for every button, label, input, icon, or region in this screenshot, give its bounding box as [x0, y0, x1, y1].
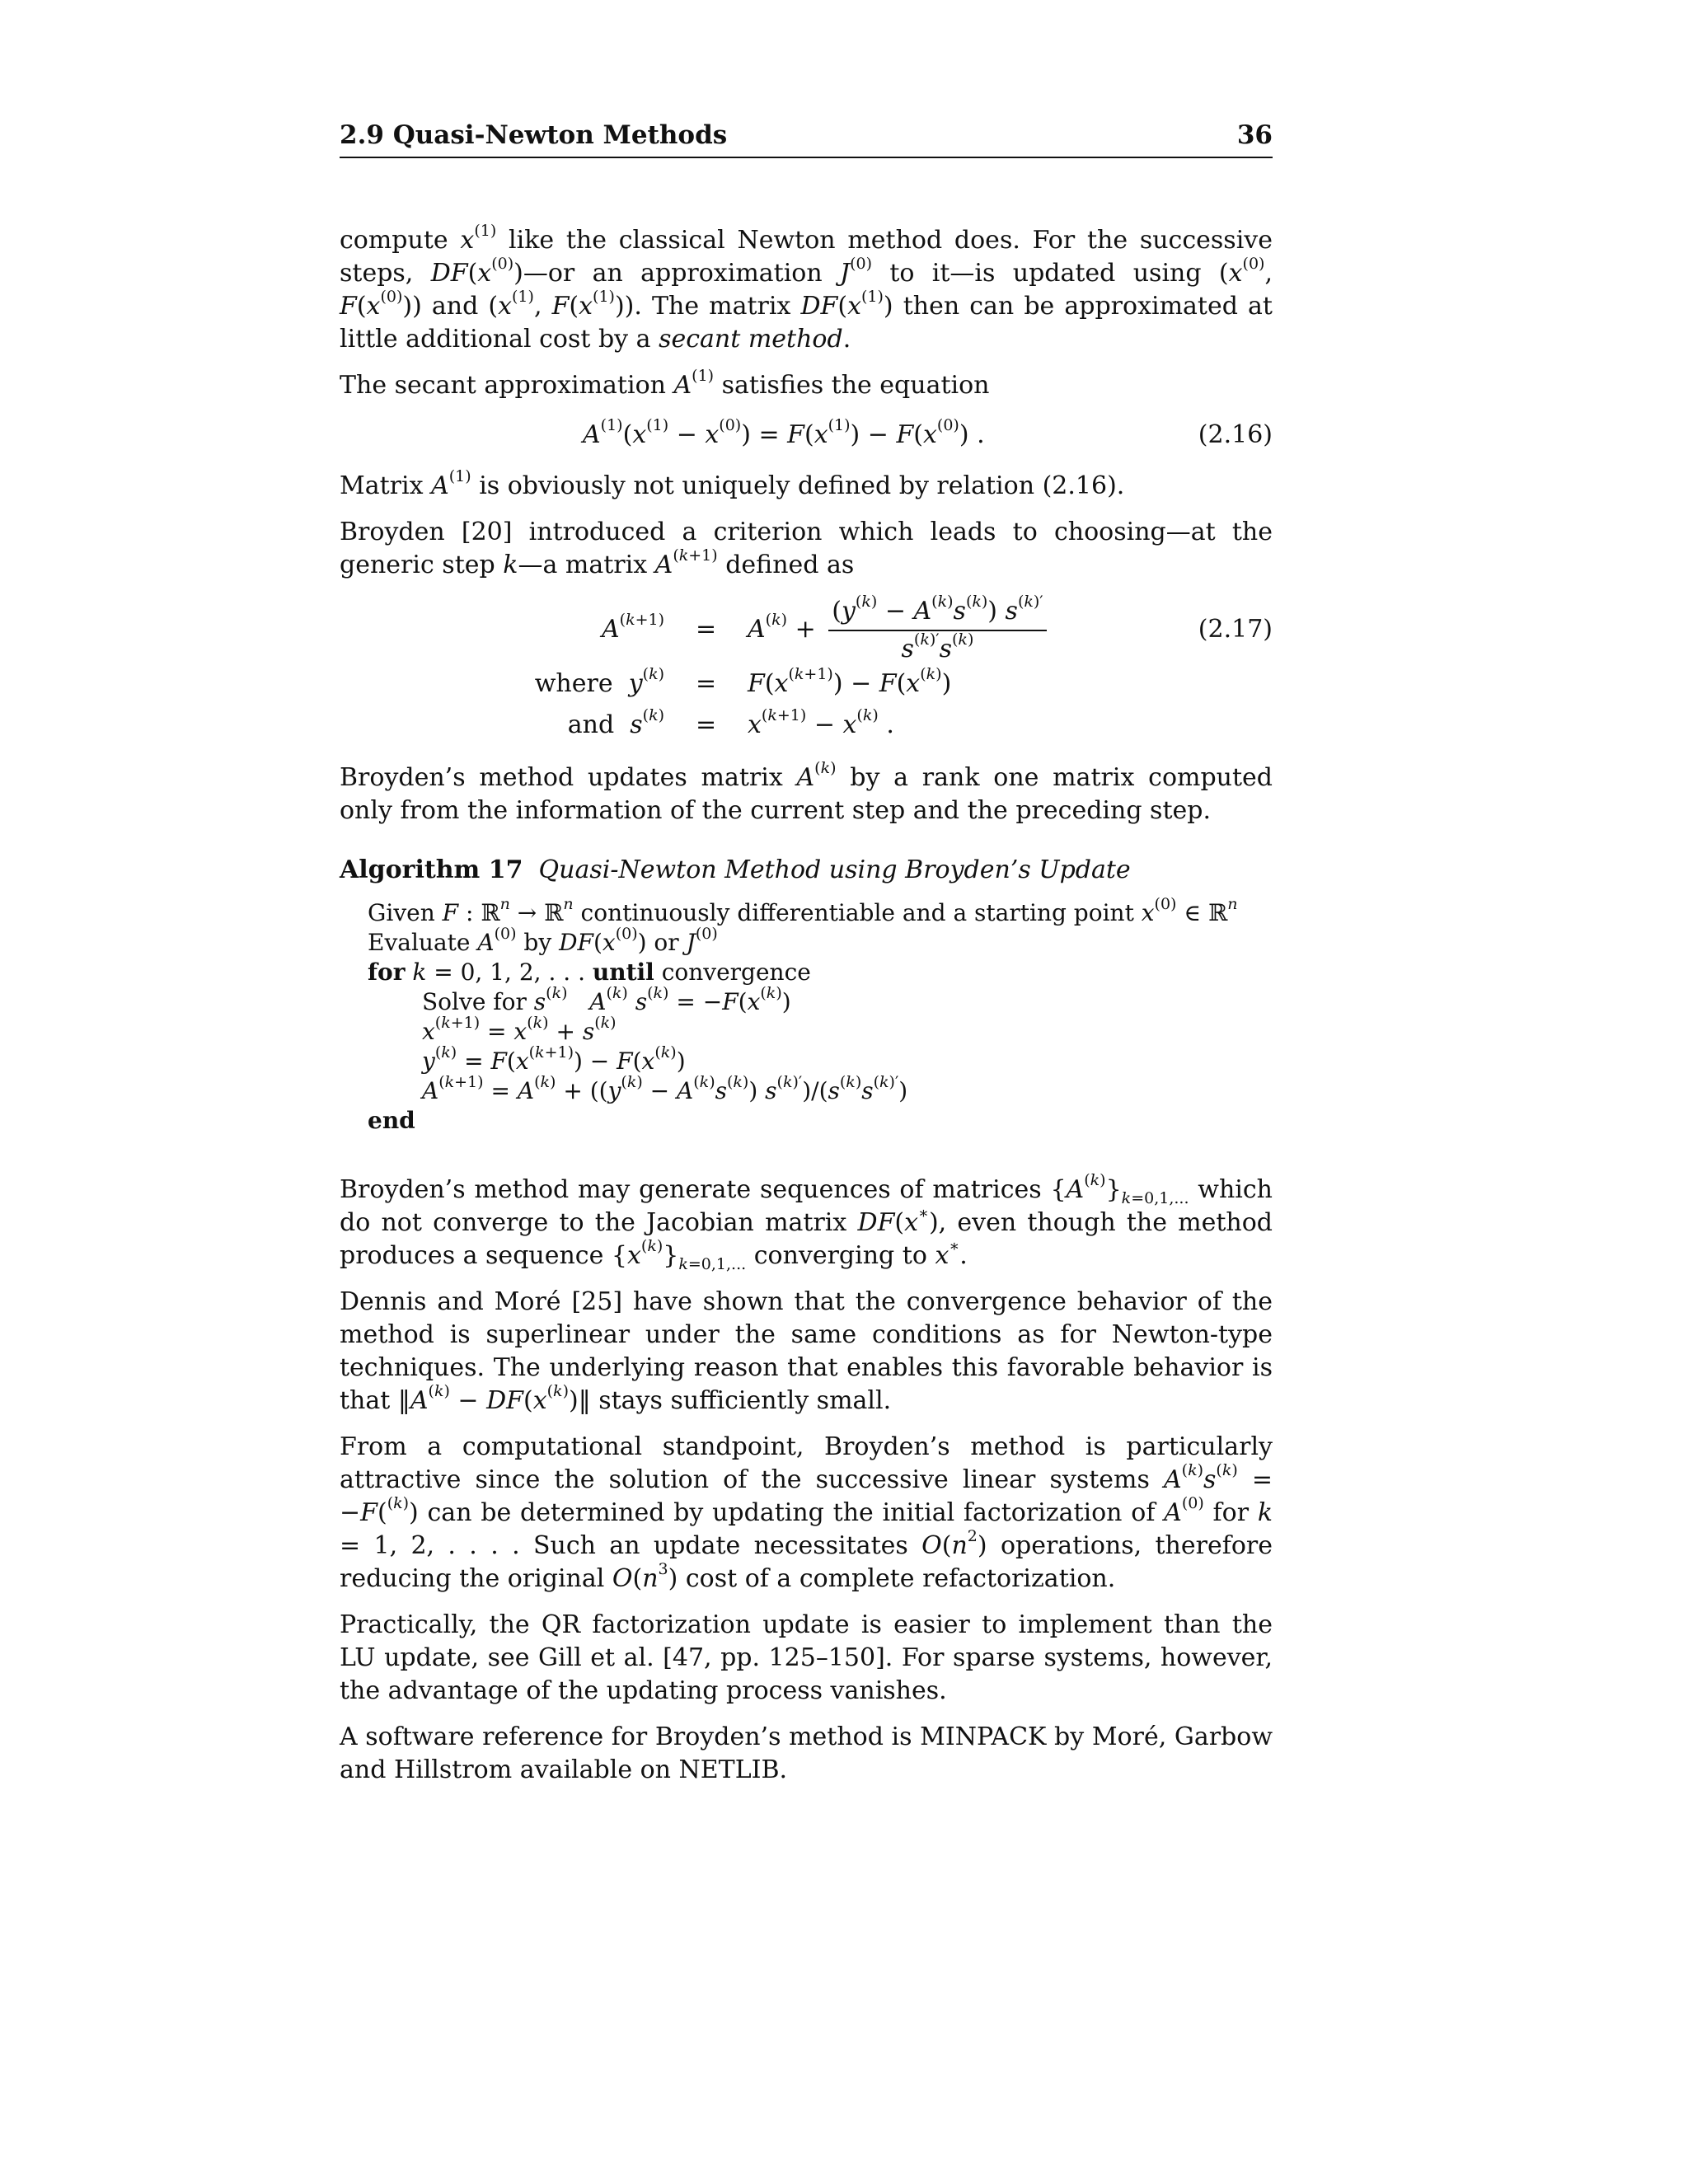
paragraph-9: Practically, the QR factorization update is easier to implement than the LU update, see Gill et al. [47, pp. 125–150]. For sparse systems, however, the advantage of the updating process vanishes.	[340, 1610, 1273, 1705]
algorithm-line: $x^{(k+1)} = x^{(k)} + s^{(k)}$	[422, 1013, 617, 1045]
paragraph-5: Broyden’s method updates matrix $A^{(k)}$ by a rank one matrix computed only from the information of the current step and the preceding step.	[340, 759, 1273, 825]
paragraph-4: Broyden [20] introduced a criterion which leads to choosing—at the generic step k—a matrix $A^{(k+1)}$ defined as	[340, 518, 1273, 579]
algorithm-line: Given F : ℝ$^n$ → ℝ$^n$ continuously differentiable and a starting point $x^{(0)}$ ∈ ℝ$^n$	[368, 894, 1238, 926]
paragraph-2: The secant approximation $A^{(1)}$ satisfies the equation	[340, 367, 990, 400]
paragraph-8: From a computational standpoint, Broyden’s method is particularly attractive since the solution of the successive linear systems $A^{(k)}s^{(k)} = -F(^{(k)})$ can be determined by updating the initial factorization of $A^{(0)}$ for k = 1, 2, . . . . Such an update necessitates $O(n^2)$ operations, therefore reducing the original $O(n^3)$ cost of a complete refactorization.	[340, 1432, 1273, 1593]
algorithm-line: end	[368, 1107, 415, 1134]
equation-2-16-expression: $A^{(1)}(x^{(1)} - x^{(0)}) = F(x^{(1)}) - F(x^{(0)})$ .	[583, 416, 985, 449]
algorithm-line: Solve for $s^{(k)}$ $A^{(k)}$ $s^{(k)} = -F(x^{(k)})$	[422, 983, 791, 1015]
equation-row-update: $A^{(k+1)}$ = $A^{(k)}$ + $\frac{(y^{(k)} - A^{(k)}s^{(k)}) s^{(k)'}}{s^{(k)'}s^{(k)}}$ (2.17)	[340, 613, 1273, 654]
paragraph-3: Matrix $A^{(1)}$ is obviously not uniquely defined by relation (2.16).	[340, 467, 1125, 500]
algorithm-line: for k = 0, 1, 2, . . . until convergence	[368, 958, 811, 986]
section-title: 2.9 Quasi-Newton Methods	[340, 120, 728, 150]
algorithm-line: Evaluate $A^{(0)}$ by $DF(x^{(0)})$ or $J^{(0)}$	[368, 924, 718, 956]
paragraph-7: Dennis and Moré [25] have shown that the convergence behavior of the method is superlinear under the same conditions as for Newton-type techniques. The underlying reason that enables this favorable behavior is that $‖A^{(k)}$ − $DF(x^{(k)})‖$ stays sufficiently small.	[340, 1287, 1273, 1415]
paragraph-6: Broyden’s method may generate sequences of matrices $\{A^{(k)}\}_{k=0,1,...}$ which do not converge to the Jacobian matrix DF(x∗), even though the method produces a sequence $\{x^{(k)}\}_{k=0,1,...}$ converging to x∗.	[340, 1171, 1273, 1273]
equation-number: (2.17)	[1198, 615, 1273, 644]
update-fraction: $\frac{(y^{(k)} - A^{(k)}s^{(k)}) s^{(k)'}}{s^{(k)'}s^{(k)}}$	[828, 595, 1046, 666]
algorithm-label: Algorithm 17	[340, 855, 523, 884]
algorithm-line: $y^{(k)} = F(x^{(k+1)}) - F(x^{(k)})$	[422, 1043, 686, 1075]
running-header	[340, 120, 1273, 158]
paragraph-10: A software reference for Broyden’s method is MINPACK by Moré, Garbow and Hillstrom available on NETLIB.	[340, 1722, 1273, 1784]
equation-row-y: where $y^{(k)}$ = $F(x^{(k+1)}) - F(x^{(k)})$	[534, 665, 952, 698]
algorithm-title	[340, 854, 1273, 887]
algorithm-name: Quasi-Newton Method using Broyden’s Update	[538, 855, 1131, 884]
equation-row-s: and $s^{(k)}$ = $x^{(k+1)} - x^{(k)}$ .	[567, 706, 894, 739]
algorithm-body	[368, 894, 1273, 1136]
page-number: 36	[1236, 120, 1273, 150]
equation-2-17	[340, 595, 1273, 752]
paragraph-1: compute $x^{(1)}$ like the classical Newton method does. For the successive steps, $DF(x^{(0)})—or$ an approximation $J^{(0)}$ to it—is updated using ($x^{(0)}$, $F(x^{(0)})$) and ($x^{(1)}$, $F(x^{(1)})$). The matrix $DF(x^{(1)})$ then can be approximated at little additional cost by a secant method.	[340, 222, 1273, 354]
algorithm-line: $A^{(k+1)} = A^{(k)} + ((y^{(k)} - A^{(k)}s^{(k)})$ $s^{(k)'})/(s^{(k)}s^{(k)'})$	[422, 1072, 908, 1104]
equation-number: (2.16)	[1198, 420, 1273, 449]
main-text	[340, 224, 1273, 1800]
equation-2-16	[340, 415, 1273, 457]
